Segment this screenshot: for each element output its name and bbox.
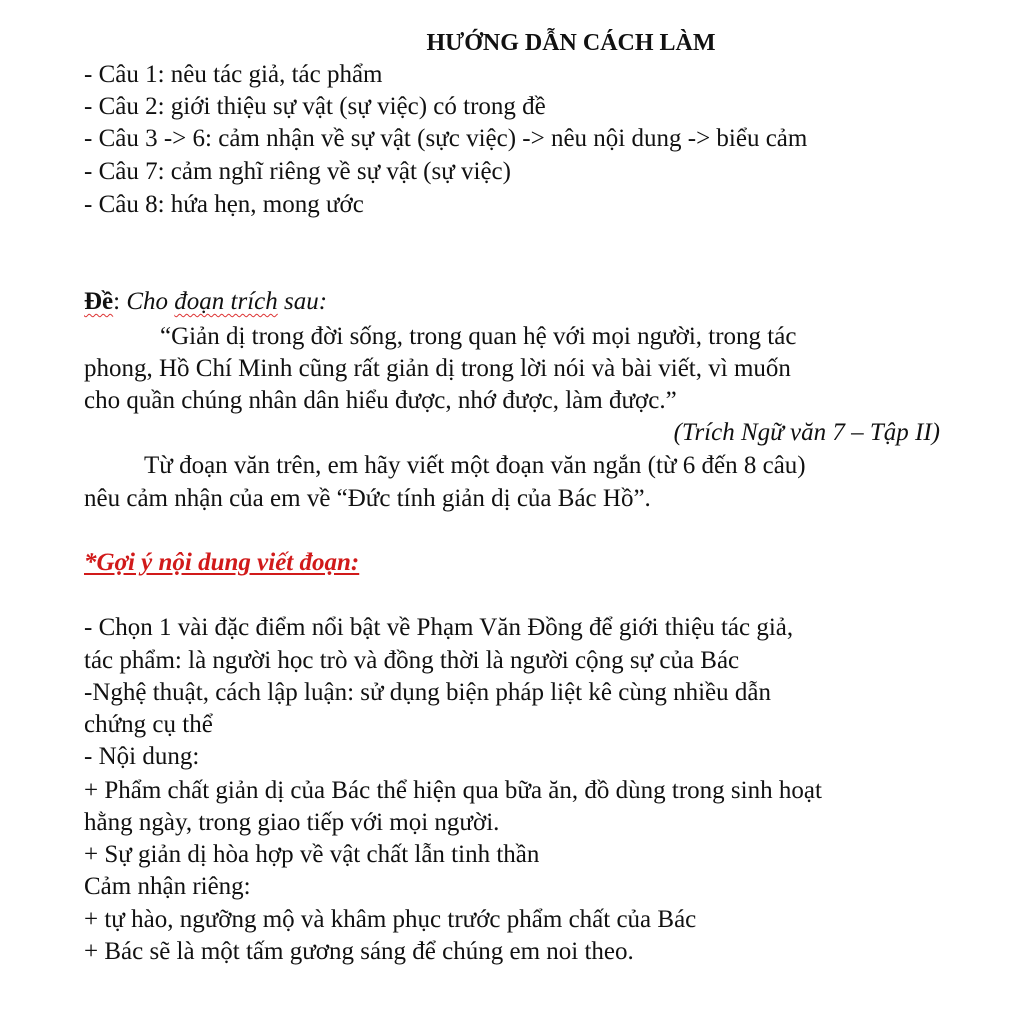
guide-line-4: - Câu 7: cảm nghĩ riêng về sự vật (sự việc) bbox=[84, 158, 511, 185]
prompt-instruction-squiggle: đoạn trích bbox=[174, 288, 278, 315]
hint-line-8: + Sự giản dị hòa hợp về vật chất lẫn tinh thần bbox=[84, 841, 540, 868]
hint-line-4: chứng cụ thể bbox=[84, 711, 213, 738]
hint-heading: *Gợi ý nội dung viết đoạn: bbox=[84, 549, 360, 576]
hint-line-10: + tự hào, ngưỡng mộ và khâm phục trước phẩm chất của Bác bbox=[84, 906, 697, 933]
prompt-instruction-prefix: Cho bbox=[126, 288, 175, 315]
prompt-instruction-suffix: sau: bbox=[277, 288, 328, 315]
hint-line-9: Cảm nhận riêng: bbox=[84, 873, 251, 900]
guide-line-5: - Câu 8: hứa hẹn, mong ước bbox=[84, 191, 364, 218]
prompt-label: Đề bbox=[84, 288, 114, 315]
task-line-2: nêu cảm nhận của em về “Đức tính giản dị của Bác Hồ”. bbox=[84, 485, 651, 512]
hint-line-2: tác phẩm: là người học trò và đồng thời là người cộng sự của Bác bbox=[84, 647, 740, 674]
hint-line-3: -Nghệ thuật, cách lập luận: sử dụng biện pháp liệt kê cùng nhiều dẫn bbox=[84, 679, 771, 706]
hint-line-5: - Nội dung: bbox=[84, 743, 200, 770]
hint-line-11: + Bác sẽ là một tấm gương sáng để chúng em noi theo. bbox=[84, 938, 634, 965]
hint-line-1: - Chọn 1 vài đặc điểm nổi bật về Phạm Văn Đồng để giới thiệu tác giả, bbox=[84, 614, 794, 641]
guide-line-2: - Câu 2: giới thiệu sự vật (sự việc) có trong đề bbox=[84, 93, 546, 120]
hint-line-7: hằng ngày, trong giao tiếp với mọi người. bbox=[84, 809, 500, 836]
quote-line-2: phong, Hồ Chí Minh cũng rất giản dị trong lời nói và bài viết, vì muốn bbox=[84, 355, 791, 382]
prompt-colon: : bbox=[113, 288, 127, 315]
quote-line-1: “Giản dị trong đời sống, trong quan hệ với mọi người, trong tác bbox=[160, 323, 797, 350]
prompt-line bbox=[84, 287, 327, 317]
document-title: HƯỚNG DẪN CÁCH LÀM bbox=[426, 30, 716, 56]
task-line-1: Từ đoạn văn trên, em hãy viết một đoạn văn ngắn (từ 6 đến 8 câu) bbox=[144, 452, 806, 479]
quote-line-3: cho quần chúng nhân dân hiểu được, nhớ được, làm được.” bbox=[84, 387, 677, 414]
hint-line-6: + Phẩm chất giản dị của Bác thể hiện qua bữa ăn, đồ dùng trong sinh hoạt bbox=[84, 777, 822, 804]
guide-line-3: - Câu 3 -> 6: cảm nhận về sự vật (sực việc) -> nêu nội dung -> biểu cảm bbox=[84, 125, 808, 152]
quote-source: (Trích Ngữ văn 7 – Tập II) bbox=[673, 419, 940, 446]
guide-line-1: - Câu 1: nêu tác giả, tác phẩm bbox=[84, 61, 383, 88]
